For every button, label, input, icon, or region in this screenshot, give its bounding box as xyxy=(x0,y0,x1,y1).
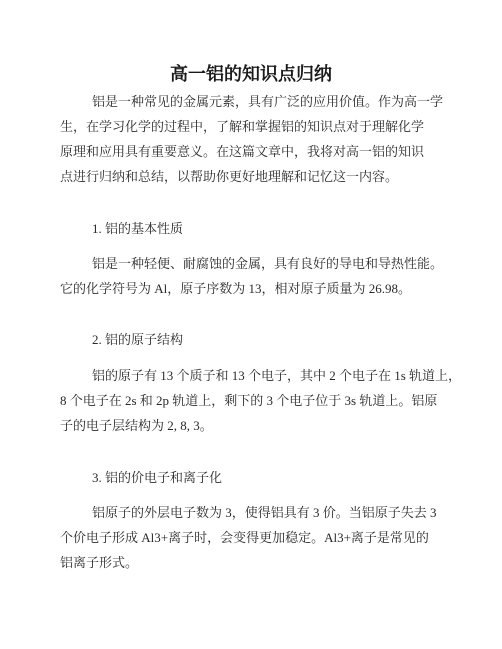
section-line: 铝离子形式。 xyxy=(60,555,139,570)
section-line: 子的电子层结构为 2, 8, 3。 xyxy=(60,418,213,433)
intro-line: 原理和应用具有重要意义。在这篇文章中，我将对高一铝的知识 xyxy=(60,144,425,159)
section-heading: 3. 铝的价电子和离子化 xyxy=(92,470,223,485)
section-heading: 2. 铝的原子结构 xyxy=(92,332,184,347)
section-heading: 1. 铝的基本性质 xyxy=(92,221,184,236)
intro-line: 铝是一种常见的金属元素，具有广泛的应用价值。作为高一学 xyxy=(92,94,444,109)
section-line: 个价电子形成 Al3+离子时，会变得更加稳定。Al3+离子是常见的 xyxy=(60,530,429,545)
intro-line: 生，在学习化学的过程中，了解和掌握铝的知识点对于理解化学 xyxy=(60,119,425,134)
section-line: 铝是一种轻便、耐腐蚀的金属，具有良好的导电和导热性能。 xyxy=(92,256,444,271)
document-title: 高一铝的知识点归纳 xyxy=(170,64,332,85)
section-line: 它的化学符号为 Al，原子序数为 13，相对原子质量为 26.98。 xyxy=(60,281,412,296)
intro-line: 点进行归纳和总结，以帮助你更好地理解和记忆这一内容。 xyxy=(60,169,399,184)
section-line: 铝的原子有 13 个质子和 13 个电子，其中 2 个电子在 1s 轨道上， xyxy=(92,368,462,383)
section-line: 铝原子的外层电子数为 3，使得铝具有 3 价。当铝原子失去 3 xyxy=(92,505,437,520)
section-line: 8 个电子在 2s 和 2p 轨道上，剩下的 3 个电子位于 3s 轨道上。铝原 xyxy=(60,393,438,408)
